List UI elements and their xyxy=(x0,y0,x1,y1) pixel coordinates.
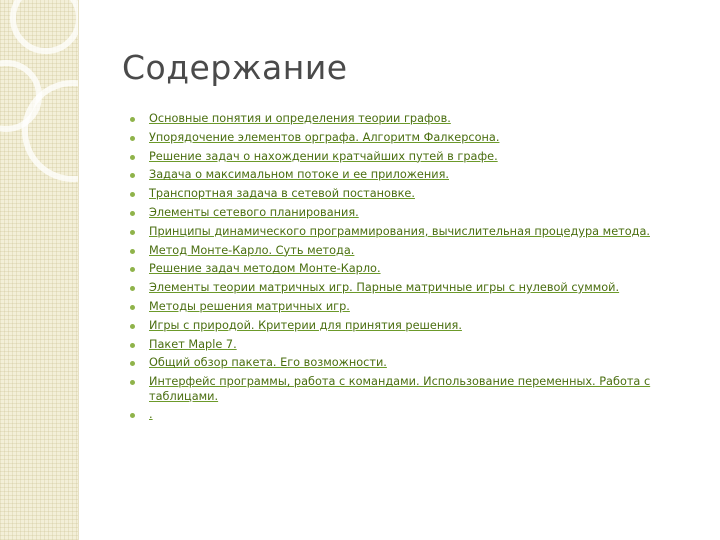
toc-link[interactable]: Игры с природой. Критерии для принятия решения. xyxy=(149,318,462,332)
bullet-icon xyxy=(130,343,135,348)
toc-link[interactable]: Решение задач методом Монте-Карло. xyxy=(149,262,381,276)
list-item xyxy=(122,131,692,146)
list-item xyxy=(122,319,692,334)
toc-link[interactable]: Элементы сетевого планирования. xyxy=(149,205,359,219)
list-item xyxy=(122,244,692,259)
toc-link[interactable]: Решение задач о нахождении кратчайших путей в графе. xyxy=(149,149,498,163)
bullet-icon xyxy=(130,211,135,216)
bullet-icon xyxy=(130,117,135,122)
bullet-icon xyxy=(130,413,135,418)
list-item xyxy=(122,225,692,240)
list-item xyxy=(122,112,692,127)
toc-link[interactable]: Принципы динамического программирования, вычислительная процедура метода. xyxy=(149,224,650,238)
toc-link[interactable]: Упорядочение элементов орграфа. Алгоритм Фалкерсона. xyxy=(149,130,500,144)
bullet-icon xyxy=(130,230,135,235)
bullet-icon xyxy=(130,249,135,254)
list-item xyxy=(122,338,692,353)
toc-link[interactable]: Метод Монте-Карло. Суть метода. xyxy=(149,243,355,257)
toc-link[interactable]: Общий обзор пакета. Его возможности. xyxy=(149,356,387,370)
toc-link[interactable]: Транспортная задача в сетевой постановке. xyxy=(149,187,415,201)
toc-link[interactable]: Интерфейс программы, работа с командами. Использование переменных. Работа с таблицами. xyxy=(149,375,651,403)
list-item xyxy=(122,262,692,277)
list-item xyxy=(122,206,692,221)
bullet-icon xyxy=(130,361,135,366)
toc-link[interactable]: Пакет Maple 7. xyxy=(149,337,237,351)
toc-link[interactable]: Элементы теории матричных игр. Парные матричные игры с нулевой суммой. xyxy=(149,281,620,295)
bullet-icon xyxy=(130,155,135,160)
list-item xyxy=(122,281,692,296)
list-item xyxy=(122,300,692,315)
bullet-icon xyxy=(130,173,135,178)
bullet-icon xyxy=(130,136,135,141)
toc-link[interactable]: Основные понятия и определения теории графов. xyxy=(149,112,451,125)
toc-link[interactable]: Методы решения матричных игр. xyxy=(149,299,350,313)
bullet-icon xyxy=(130,380,135,385)
list-item xyxy=(122,356,692,371)
toc-link[interactable]: . xyxy=(149,408,153,422)
bullet-icon xyxy=(130,192,135,197)
list-item xyxy=(122,150,692,165)
list-item xyxy=(122,168,692,183)
slide-title: Содержание xyxy=(122,48,348,87)
list-item xyxy=(122,375,692,404)
list-item xyxy=(122,187,692,202)
bullet-icon xyxy=(130,267,135,272)
table-of-contents xyxy=(122,112,692,427)
decorative-side-panel xyxy=(0,0,79,540)
bullet-icon xyxy=(130,286,135,291)
list-item xyxy=(122,408,692,423)
bullet-icon xyxy=(130,305,135,310)
decorative-circle xyxy=(10,0,79,54)
toc-link[interactable]: Задача о максимальном потоке и ее приложения. xyxy=(149,168,449,182)
bullet-icon xyxy=(130,324,135,329)
